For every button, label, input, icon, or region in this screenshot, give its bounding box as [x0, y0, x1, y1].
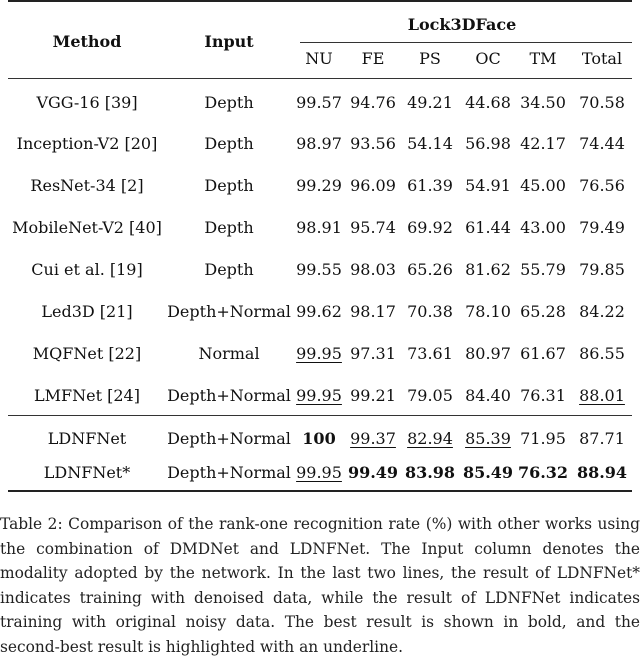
method-cell: LMFNet [24]	[34, 386, 140, 405]
method-cell: LDNFNet*	[43, 463, 131, 482]
value-cell-nu: 98.97	[296, 134, 342, 153]
value-cell-oc: 84.40	[465, 386, 511, 405]
value-cell-nu: 99.95	[296, 386, 342, 405]
table-top-rule	[8, 0, 632, 2]
value-cell-total: 84.22	[579, 302, 625, 321]
value-cell-ps: 54.14	[407, 134, 453, 153]
input-cell: Depth	[204, 93, 254, 112]
input-cell: Depth+Normal	[167, 386, 291, 405]
value-cell-oc: 54.91	[465, 176, 511, 195]
value-cell-ps: 70.38	[407, 302, 453, 321]
method-cell: Led3D [21]	[41, 302, 133, 321]
value-cell-tm: 42.17	[520, 134, 566, 153]
column-header-total: Total	[581, 49, 623, 68]
value-cell-nu: 99.55	[296, 260, 342, 279]
input-cell: Depth	[204, 218, 254, 237]
input-cell: Depth	[204, 176, 254, 195]
group-header: Lock3DFace	[407, 15, 517, 34]
method-cell: Cui et al. [19]	[31, 260, 143, 279]
value-cell-tm: 55.79	[520, 260, 566, 279]
value-cell-fe: 99.37	[350, 429, 396, 448]
value-cell-fe: 97.31	[350, 344, 396, 363]
method-cell: MQFNet [22]	[32, 344, 142, 363]
value-cell-oc: 85.49	[462, 463, 514, 482]
value-cell-tm: 45.00	[520, 176, 566, 195]
value-cell-total: 88.94	[576, 463, 628, 482]
column-header-ps: PS	[419, 49, 441, 68]
value-cell-oc: 56.98	[465, 134, 511, 153]
input-cell: Normal	[198, 344, 260, 363]
value-cell-oc: 44.68	[465, 93, 511, 112]
value-cell-nu: 98.91	[296, 218, 342, 237]
method-cell: ResNet-34 [2]	[30, 176, 144, 195]
value-cell-fe: 93.56	[350, 134, 396, 153]
value-cell-tm: 43.00	[520, 218, 566, 237]
value-cell-oc: 85.39	[465, 429, 511, 448]
value-cell-oc: 78.10	[465, 302, 511, 321]
value-cell-tm: 61.67	[520, 344, 566, 363]
column-header-tm: TM	[529, 49, 557, 68]
value-cell-tm: 65.28	[520, 302, 566, 321]
value-cell-oc: 80.97	[465, 344, 511, 363]
value-cell-ps: 61.39	[407, 176, 453, 195]
method-header: Method	[52, 32, 122, 51]
value-cell-nu: 99.29	[296, 176, 342, 195]
table-caption: Table 2: Comparison of the rank-one recognition rate (%) with other works using the combination of DMDNet and LDNFNet. The Input column denotes the modality adopted by the network. In the last two lines, the result of LDNFNet* indicates training with denoised data, while the result of LDNFNet indicates training with original noisy data. The best result is shown in bold, and the second-best result is highlighted with an underline.	[0, 515, 640, 656]
value-cell-nu: 99.57	[296, 93, 342, 112]
value-cell-ps: 69.92	[407, 218, 453, 237]
method-cell: MobileNet-V2 [40]	[12, 218, 162, 237]
value-cell-total: 79.49	[579, 218, 625, 237]
value-cell-ps: 83.98	[404, 463, 456, 482]
input-cell: Depth+Normal	[167, 429, 291, 448]
value-cell-fe: 95.74	[350, 218, 396, 237]
value-cell-total: 74.44	[579, 134, 625, 153]
value-cell-ps: 82.94	[407, 429, 453, 448]
header-rule	[8, 78, 632, 79]
input-header: Input	[204, 32, 254, 51]
value-cell-tm: 76.31	[520, 386, 566, 405]
column-header-nu: NU	[305, 49, 333, 68]
value-cell-nu: 99.95	[296, 463, 342, 482]
value-cell-tm: 76.32	[517, 463, 569, 482]
value-cell-total: 86.55	[579, 344, 625, 363]
value-cell-fe: 96.09	[350, 176, 396, 195]
value-cell-total: 76.56	[579, 176, 625, 195]
value-cell-tm: 71.95	[520, 429, 566, 448]
input-cell: Depth	[204, 260, 254, 279]
group-header-rule	[300, 42, 632, 43]
value-cell-ps: 79.05	[407, 386, 453, 405]
input-cell: Depth	[204, 134, 254, 153]
value-cell-fe: 99.49	[347, 463, 399, 482]
column-header-oc: OC	[475, 49, 501, 68]
value-cell-nu: 100	[302, 429, 336, 448]
value-cell-oc: 81.62	[465, 260, 511, 279]
value-cell-ps: 65.26	[407, 260, 453, 279]
method-cell: Inception-V2 [20]	[16, 134, 158, 153]
value-cell-nu: 99.62	[296, 302, 342, 321]
value-cell-fe: 99.21	[350, 386, 396, 405]
input-cell: Depth+Normal	[167, 463, 291, 482]
value-cell-total: 70.58	[579, 93, 625, 112]
value-cell-fe: 98.03	[350, 260, 396, 279]
value-cell-total: 88.01	[579, 386, 625, 405]
value-cell-ps: 49.21	[407, 93, 453, 112]
value-cell-total: 87.71	[579, 429, 625, 448]
table-bottom-rule	[8, 490, 632, 492]
value-cell-nu: 99.95	[296, 344, 342, 363]
value-cell-ps: 73.61	[407, 344, 453, 363]
method-cell: LDNFNet	[47, 429, 127, 448]
value-cell-total: 79.85	[579, 260, 625, 279]
value-cell-fe: 98.17	[350, 302, 396, 321]
column-header-fe: FE	[361, 49, 385, 68]
section-rule	[8, 415, 632, 416]
value-cell-tm: 34.50	[520, 93, 566, 112]
method-cell: VGG-16 [39]	[36, 93, 138, 112]
value-cell-oc: 61.44	[465, 218, 511, 237]
input-cell: Depth+Normal	[167, 302, 291, 321]
value-cell-fe: 94.76	[350, 93, 396, 112]
